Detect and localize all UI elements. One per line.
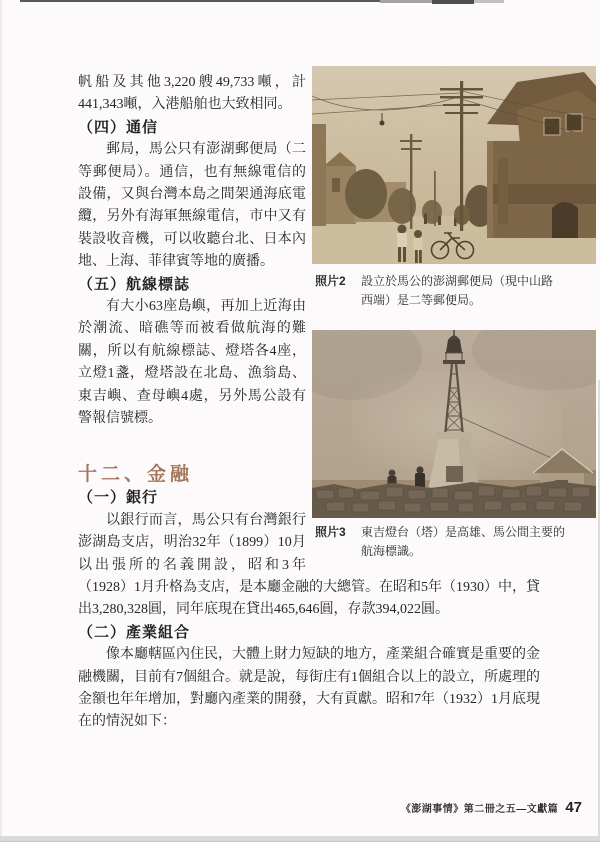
paragraph-route-marks: 有大小63座島嶼，再加上近海由於潮流、暗礁等而被看做航海的難關，所以有航線標誌、燈塔各4座，立燈1盞，燈塔設在北島、漁翁島、東吉嶼、查母嶼4處，另外馬公設有警報信號標。 xyxy=(78,299,306,427)
footer-page-number: 47 xyxy=(565,799,582,816)
photo-3-caption xyxy=(312,523,596,561)
paragraph-communication: 郵局，馬公只有澎湖郵便局（二等郵便局）。通信，也有無線電信的設備，又與台灣本島之間架通海底電纜，另外有海軍無線電信，市中又有裝設收音機，可以收聽台北、日本內地、上海、菲律賓等地的廣播。 xyxy=(78,142,306,270)
heading-chapter12-finance: 十二、金融 xyxy=(78,463,194,485)
paragraph-bank: 以銀行而言，馬公只有台灣銀行澎湖島支店，明治32年（1899）10月以出張所的名義開設，昭和3年（1928）1月升格為支店，是本廳金融的大總管。在昭和5年（1930）中，貸出3,280,328圓，同年底現在貸出465,646圓，存款394,022圓。 xyxy=(78,512,540,618)
heading-sec5-route-marks: （五）航線標誌 xyxy=(78,275,191,293)
photo-3-caption-text: 東吉燈台（塔）是高雄、馬公間主要的航海標識。 xyxy=(361,525,566,558)
paragraph-shipping-continuation: 帆船及其他3,220艘49,733噸，計441,343噸，入港船舶也大致相同。 xyxy=(78,75,306,113)
photo-2-label: 照片2 xyxy=(315,274,346,288)
photo-2-caption-text: 設立於馬公的澎湖郵便局（現中山路西端）是二等郵便局。 xyxy=(361,274,554,307)
paragraph-industrial-cooperatives: 像本廳轄區內住民，大體上財力短缺的地方，產業組合確實是重要的金融機關，目前有7個組合。就是說，每街庄有1個組合以上的設立，所處理的金額也年年增加，對廳內產業的開發，大有貢獻。昭和7年（1932）1月底現在的情況如下： xyxy=(78,647,540,730)
photo-3-lighthouse xyxy=(312,330,596,518)
scan-artifact-bottom-edge xyxy=(0,836,600,842)
heading-industrial-cooperatives: （二）產業組合 xyxy=(78,623,191,641)
photo-2-street-scene xyxy=(312,66,596,264)
photo-column xyxy=(312,66,596,561)
photo-3-label: 照片3 xyxy=(315,525,346,539)
page-footer xyxy=(401,799,582,817)
footer-book-title: 《澎湖事情》第二冊之五—文獻篇 xyxy=(400,804,559,815)
heading-sec4-communication: （四）通信 xyxy=(78,118,159,136)
photo-2-caption xyxy=(312,272,596,310)
heading-bank: （一）銀行 xyxy=(78,489,159,507)
